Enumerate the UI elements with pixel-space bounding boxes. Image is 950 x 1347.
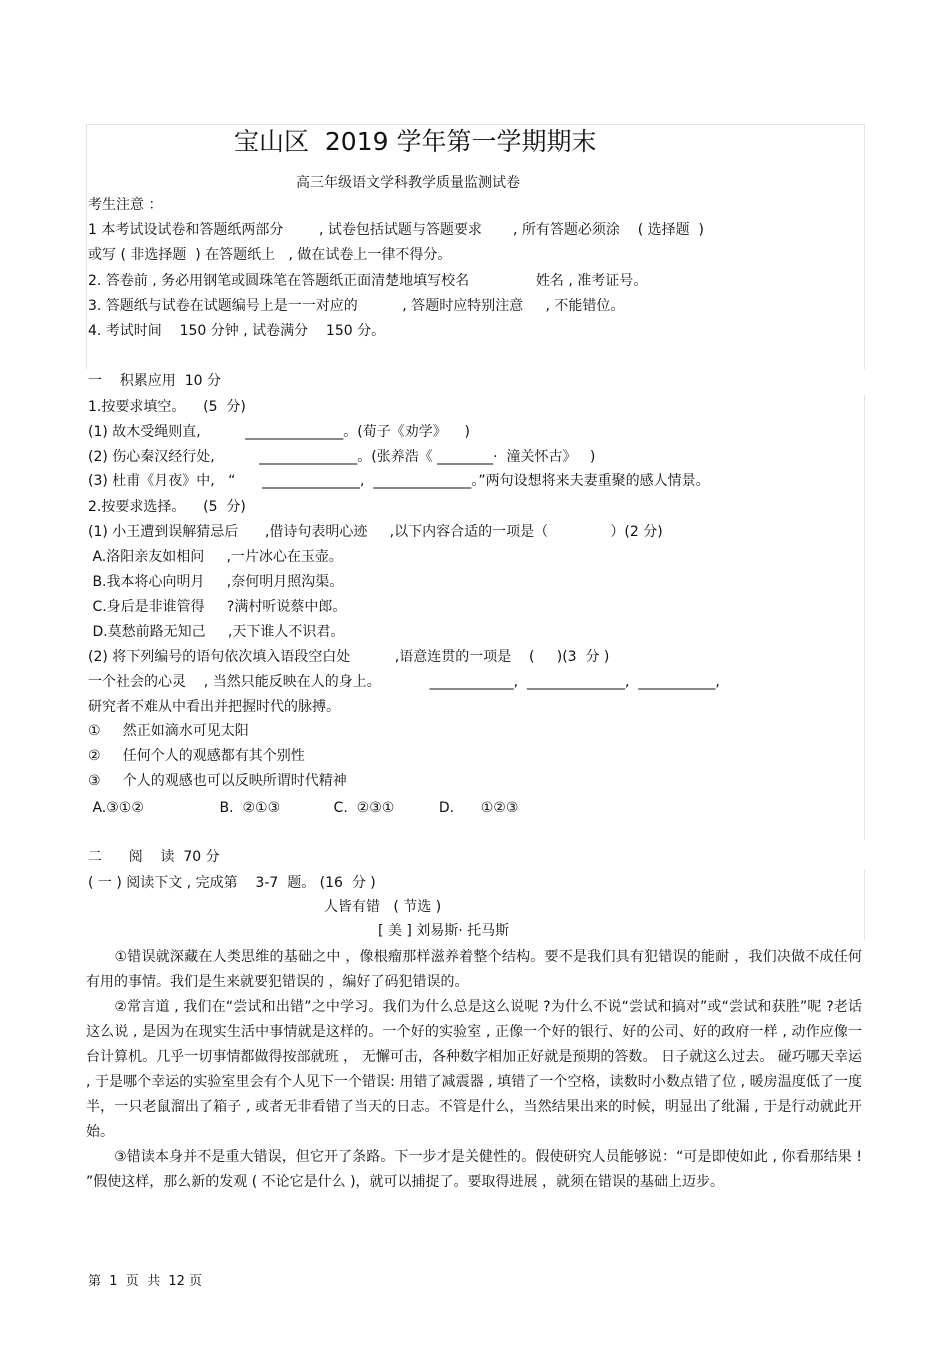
frame-left-line xyxy=(86,124,87,369)
notice-line: 或写 ( 非选择题 ) 在答题纸上 , 做在试卷上一律不得分。 xyxy=(88,247,452,263)
page-footer: 第 1 页 共 12 页 xyxy=(88,1274,203,1289)
exam-title: 宝山区 2019 学年第一学期期末 xyxy=(234,127,597,156)
option-line: C.身后是非谁管得 ?满村听说蔡中郎。 xyxy=(88,599,347,615)
frame-right-line xyxy=(864,124,865,369)
question-line: (1) 故木受绳则直, ______________。(荀子《劝学》 ) xyxy=(88,424,470,440)
option-line: ① 然正如滴水可见太阳 xyxy=(88,723,249,739)
option-line: D.莫愁前路无知己 ,天下谁人不识君。 xyxy=(88,624,345,640)
question-line: (3) 杜甫《月夜》中, “ ______________, ______________。”两句设想将来夫妻重聚的感人情景。 xyxy=(88,473,710,489)
option-line: A.洛阳亲友如相问 ,一片冰心在玉壶。 xyxy=(88,549,343,565)
frame-right-line-2 xyxy=(864,395,865,840)
exam-subtitle: 高三年级语文学科教学质量监测试卷 xyxy=(296,175,520,191)
question-line: (2) 将下列编号的语句依次填入语段空白处 ,语意连贯的一项是 ( )(3 分 ) xyxy=(88,649,610,665)
notice-heading: 考生注意 ： xyxy=(88,197,163,213)
article-author: [ 美 ] 刘易斯· 托马斯 xyxy=(378,923,510,939)
article-paragraph: ①错误就深藏在人类思维的基础之中 ，像根瘤那样滋养着整个结构。要不是我们具有犯错误的能耐 ，我们决做不成任何有用的事情。我们是生来就要犯错误的 ，编好了码犯错误的。 xyxy=(86,949,862,990)
answer-options: A.③①② B. ②①③ C. ②③① D. ①②③ xyxy=(88,800,519,816)
option-line: B.我本将心向明月 ,奈何明月照沟渠。 xyxy=(88,574,344,590)
article-title: 人皆有错 ( 节选 ) xyxy=(324,899,442,915)
notice-line: 1 本考试设试卷和答题纸两部分 , 试卷包括试题与答题要求 , 所有答题必须涂 ( 选择题 ) xyxy=(88,222,704,238)
frame-top-line xyxy=(86,124,864,125)
question-line: (2) 伤心秦汉经行处, ______________。(张养浩《 ________· 潼关怀古》 ) xyxy=(88,449,596,465)
article-paragraph: ②常言道 , 我们在“尝试和出错”之中学习。我们为什么总是这么说呢 ?为什么不说“尝试和搞对”或“尝试和获胜”呢 ?老话这么说 , 是因为在现实生活中事情就是这样的。一个好的实验室 , 正像一个好的银行、好的公司、好的政府一样 , 动作应像一台计算机。几乎一切事情都做得按部就班 ， 无懈可击，各种数字相加正好就是预期的答数。 日子就这么过去。 碰巧哪天幸运 , 于是哪个幸运的实验室里会有个人见下一个错误: 用错了减震器 , 填错了一个空格，读数时小数点错了位 , 暖房温度低了一度半，一只老鼠溜出了箱子 , 或者无非看错了当天的日志。不管是什么，当然结果出来的时候，明显出了纰漏 , 于是行动就此开始。 xyxy=(86,999,862,1140)
question-line: 2.按要求选择。 (5 分) xyxy=(88,499,246,515)
reading-intro: ( 一 ) 阅读下文 , 完成第 3-7 题。 (16 分 ) xyxy=(88,875,376,891)
question-line: 研究者不难从中看出并把握时代的脉搏。 xyxy=(88,699,340,715)
option-line: ③ 个人的观感也可以反映所谓时代精神 xyxy=(88,773,347,789)
notice-line: 4. 考试时间 150 分钟 , 试卷满分 150 分。 xyxy=(88,323,386,339)
option-line: ② 任何个人的观感都有其个别性 xyxy=(88,748,305,764)
section1-heading: 一 积累应用 10 分 xyxy=(88,373,221,389)
notice-line: 3. 答题纸与试卷在试题编号上是一一对应的 , 答题时应特别注意 , 不能错位。 xyxy=(88,298,625,314)
article-paragraph: ③错读本身并不是重大错误，但它开了条路。下一步才是关健性的。假使研究人员能够说：“可是即使如此 , 你看那结果 ! ”假使这样，那么新的发观 ( 不论它是什么 )，就可以捕捉了。要取得进展 ，就须在错误的基础上迈步。 xyxy=(86,1149,862,1190)
question-line: 一个社会的心灵 , 当然只能反映在人的身上。 ____________, ______________, ___________, xyxy=(88,674,720,690)
notice-line: 2. 答卷前 , 务必用钢笔或圆珠笔在答题纸正面清楚地填写校名 姓名 , 准考证号。 xyxy=(88,273,648,289)
question-line: 1.按要求填空。 (5 分) xyxy=(88,399,246,415)
question-line: (1) 小王遭到误解猜忌后 ,借诗句表明心迹 ,以下内容合适的一项是（ ）(2 分) xyxy=(88,524,663,540)
frame-right-line-3 xyxy=(864,870,865,940)
section2-heading: 二 阅 读 70 分 xyxy=(88,849,220,865)
